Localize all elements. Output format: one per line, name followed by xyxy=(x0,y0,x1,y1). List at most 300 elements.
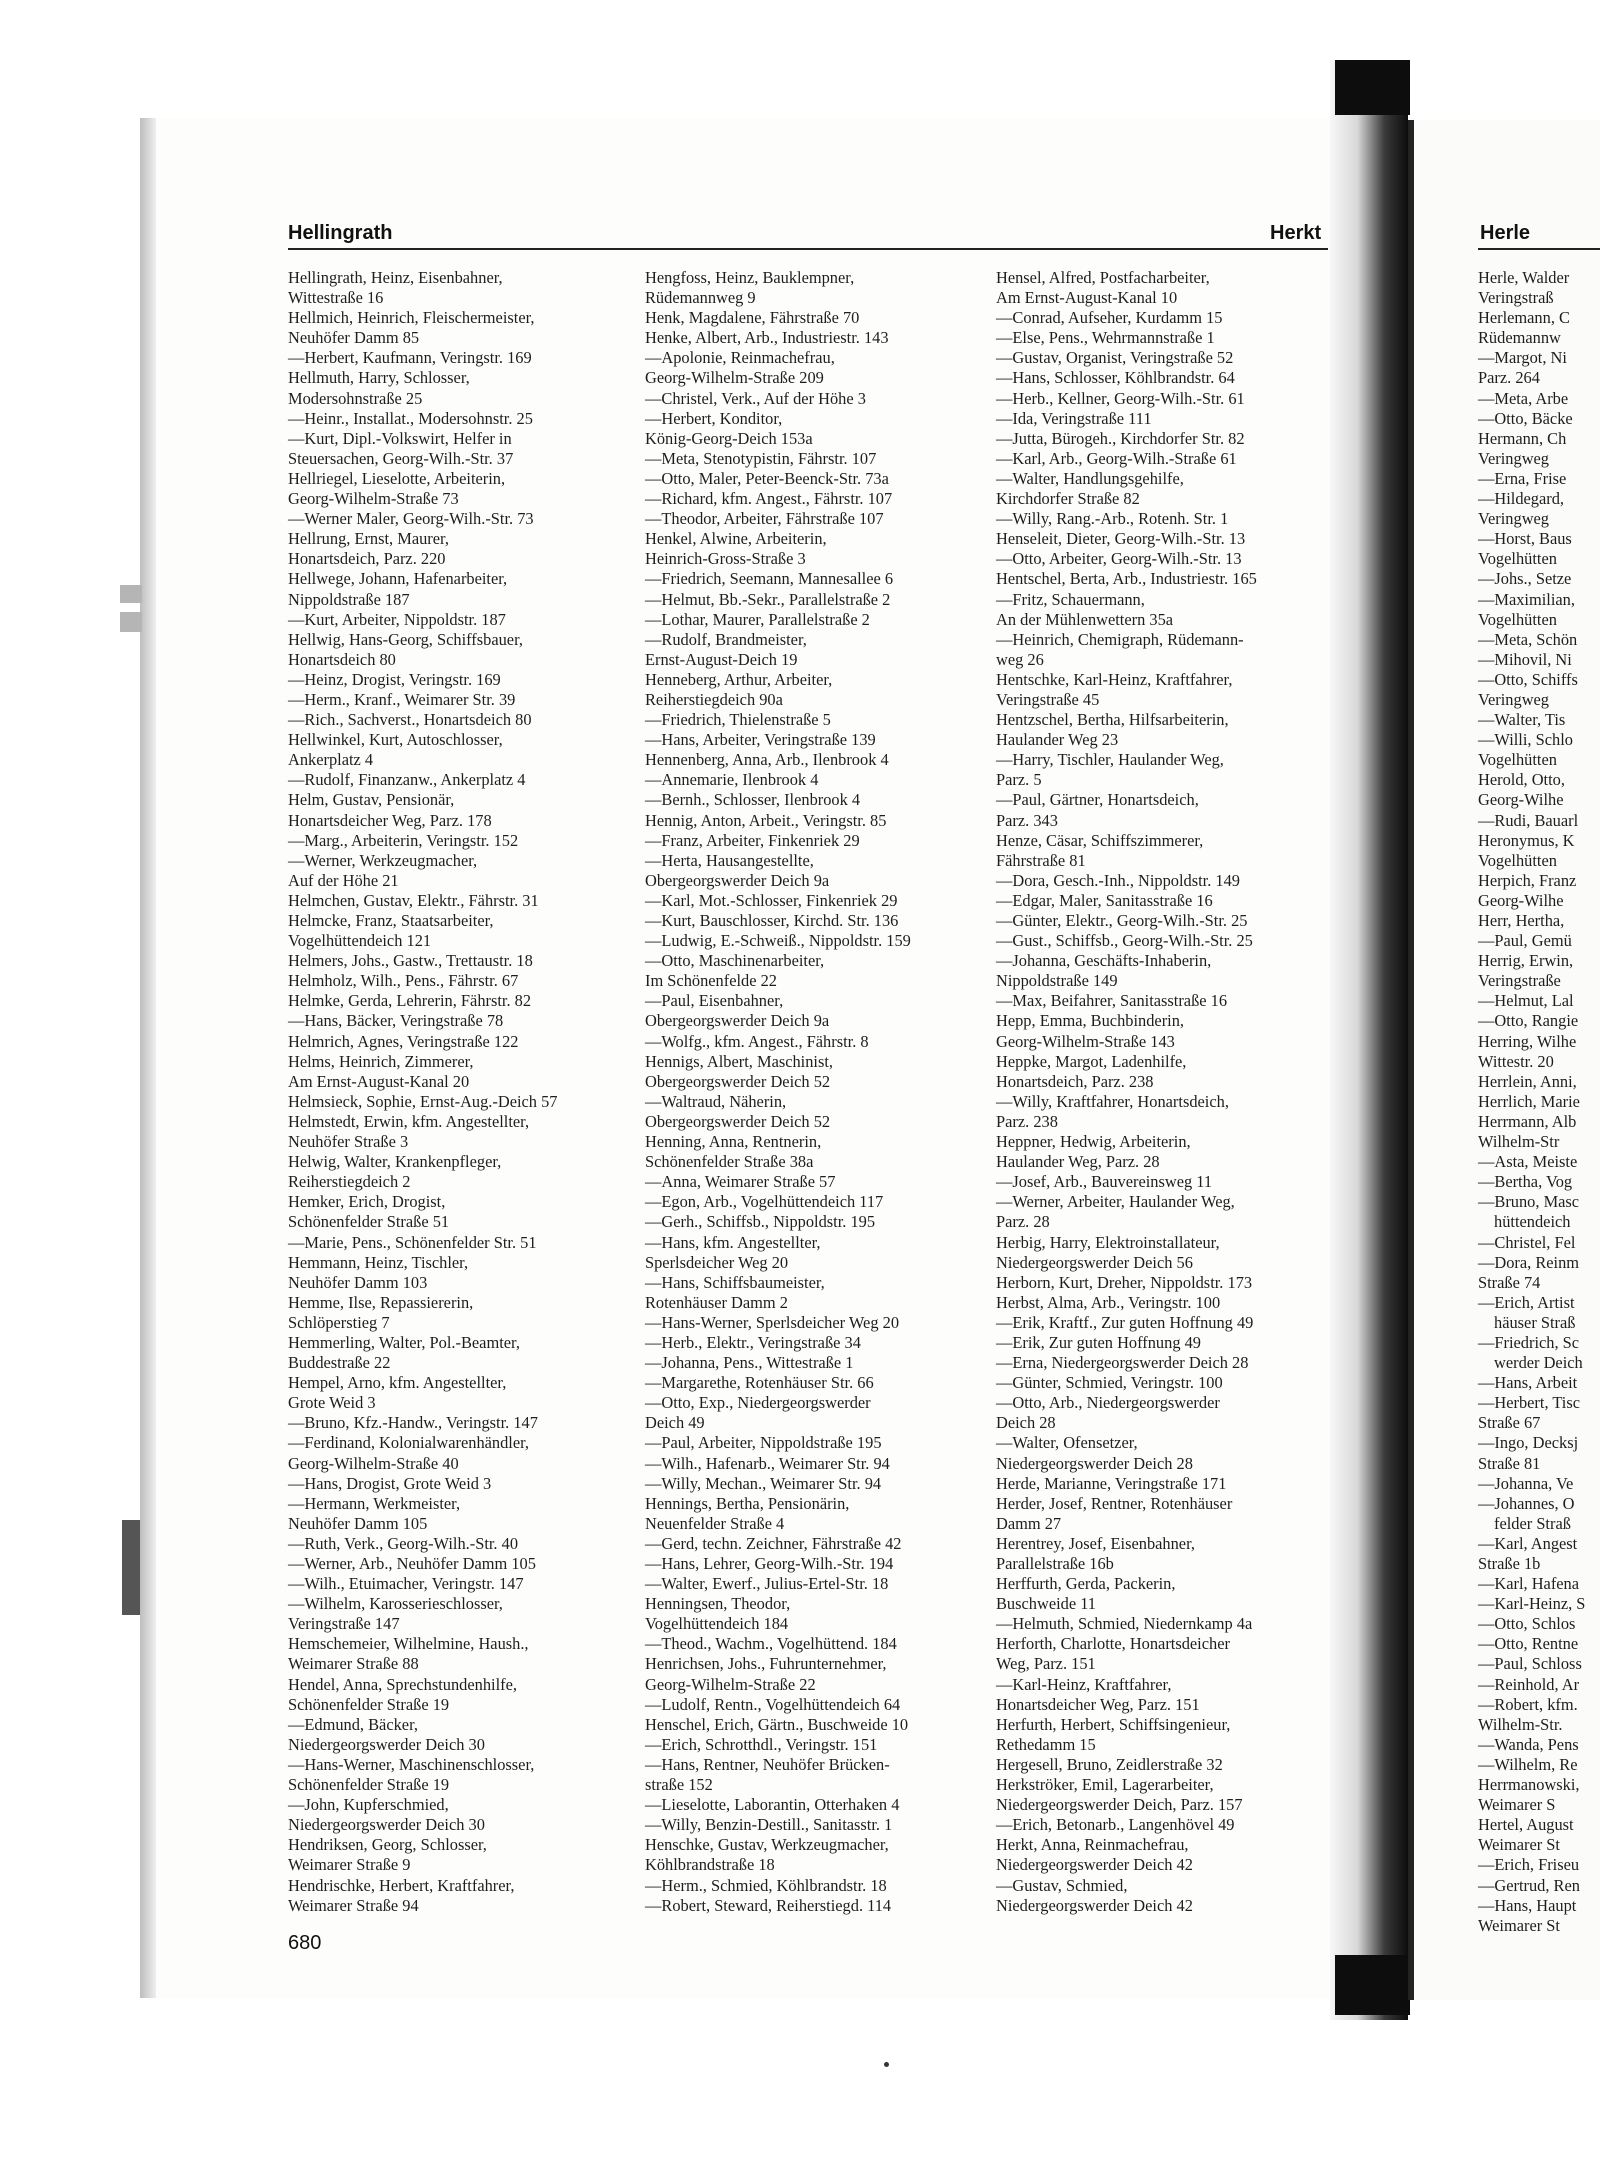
entry-line: Hellrung, Ernst, Maurer, xyxy=(288,529,449,549)
entry-line: —Willy, Rang.-Arb., Rotenh. Str. 1 xyxy=(996,509,1229,529)
directory-entry xyxy=(645,1876,975,1896)
directory-entry xyxy=(288,1011,618,1031)
entry-line: —Conrad, Aufseher, Kurdamm 15 xyxy=(996,308,1223,328)
fragment-line: —Wanda, Pens xyxy=(1478,1734,1579,1754)
directory-entry xyxy=(645,630,975,670)
fragment-line: —Hildegard, xyxy=(1478,489,1565,509)
entry-line: —Jutta, Bürogeh., Kirchdorfer Str. 82 xyxy=(996,428,1245,448)
directory-entry xyxy=(645,1574,975,1594)
entry-line: —Hans, Bäcker, Veringstraße 78 xyxy=(288,1011,504,1031)
fragment-line: —Otto, Schlos xyxy=(1478,1614,1576,1634)
entry-continuation: Rethedamm 15 xyxy=(996,1734,1096,1754)
entry-line: Henningsen, Theodor, xyxy=(645,1594,791,1614)
directory-entry xyxy=(996,1494,1331,1534)
entry-line: —Heinr., Installat., Modersohnstr. 25 xyxy=(288,408,533,428)
entry-line: —Werner Maler, Georg-Wilh.-Str. 73 xyxy=(288,509,534,529)
entry-line: —Herm., Kranf., Weimarer Str. 39 xyxy=(288,689,516,709)
entry-line: —Robert, Steward, Reiherstiegd. 114 xyxy=(645,1895,892,1915)
entry-continuation: König-Georg-Deich 153a xyxy=(645,428,813,448)
header-rule-next-page xyxy=(1478,248,1600,250)
entry-continuation: Kirchdorfer Straße 82 xyxy=(996,489,1140,509)
entry-line: —Wilh., Etuimacher, Veringstr. 147 xyxy=(288,1574,524,1594)
directory-entry xyxy=(645,529,975,569)
entry-continuation: Buschweide 11 xyxy=(996,1594,1096,1614)
directory-entry xyxy=(645,1494,975,1534)
entry-continuation: Am Ernst-August-Kanal 10 xyxy=(996,288,1178,308)
directory-entry xyxy=(996,1353,1331,1373)
entry-line: Helmcke, Franz, Staatsarbeiter, xyxy=(288,911,494,930)
entry-continuation: Köhlbrandstraße 18 xyxy=(645,1855,775,1875)
directory-entry xyxy=(996,670,1331,710)
fragment-line: —Christel, Fel xyxy=(1478,1232,1576,1252)
directory-entry xyxy=(645,1092,975,1132)
entry-line: —Gustav, Schmied, xyxy=(996,1875,1128,1895)
fragment-line: —Johs., Setze xyxy=(1478,569,1572,589)
fragment-line: —Meta, Arbe xyxy=(1478,388,1569,408)
directory-entry xyxy=(288,1474,618,1494)
directory-entry xyxy=(288,409,618,429)
fragment-line: Vogelhütten xyxy=(1478,609,1557,629)
entry-line: —Gustav, Organist, Veringstraße 52 xyxy=(996,348,1234,368)
fragment-line: —Horst, Baus xyxy=(1478,529,1572,549)
directory-entry xyxy=(996,1614,1331,1634)
entry-continuation: Georg-Wilhelm-Straße 143 xyxy=(996,1031,1175,1051)
entry-line: —Fritz, Schauermann, xyxy=(996,589,1145,609)
entry-line: —Otto, Arbeiter, Georg-Wilh.-Str. 13 xyxy=(996,549,1242,569)
entry-line: —Rudolf, Brandmeister, xyxy=(645,629,807,649)
entry-line: —Hans, Drogist, Grote Weid 3 xyxy=(288,1473,492,1493)
entry-line: Herborn, Kurt, Dreher, Nippoldstr. 173 xyxy=(996,1272,1253,1292)
entry-line: Hellmuth, Harry, Schlosser, xyxy=(288,368,470,388)
directory-entry xyxy=(645,1815,975,1835)
fragment-line: —Ingo, Decksj xyxy=(1478,1433,1579,1453)
entry-line: Herfurth, Herbert, Schiffsingenieur, xyxy=(996,1714,1231,1734)
entry-line: —Werner, Arbeiter, Haulander Weg, xyxy=(996,1192,1235,1212)
entry-line: Hemschemeier, Wilhelmine, Haush., xyxy=(288,1634,529,1654)
directory-entry xyxy=(288,1112,618,1152)
directory-entry xyxy=(996,590,1331,630)
directory-entry xyxy=(645,710,975,730)
directory-entry xyxy=(288,770,618,790)
directory-entry xyxy=(996,529,1331,549)
entry-line: —Kurt, Bauschlosser, Kirchd. Str. 136 xyxy=(645,911,899,930)
fragment-line: Rüdemannw xyxy=(1478,328,1561,348)
entry-line: —Margarethe, Rotenhäuser Str. 66 xyxy=(645,1373,874,1393)
directory-entry xyxy=(645,911,975,931)
entry-continuation: Honartsdeich, Parz. 238 xyxy=(996,1071,1154,1091)
directory-entry xyxy=(996,1574,1331,1614)
directory-entry xyxy=(645,1835,975,1875)
directory-entry xyxy=(288,1152,618,1192)
directory-entry xyxy=(996,1835,1331,1875)
directory-entry xyxy=(288,1835,618,1875)
entry-continuation: Georg-Wilhelm-Straße 73 xyxy=(288,489,459,509)
directory-entry xyxy=(288,348,618,368)
entry-line: Henneberg, Arthur, Arbeiter, xyxy=(645,669,833,689)
entry-continuation: Reiherstiegdeich 90a xyxy=(645,689,783,709)
entry-line: Hentschel, Berta, Arb., Industriestr. 165 xyxy=(996,569,1257,589)
entry-line: —Christel, Verk., Auf der Höhe 3 xyxy=(645,388,866,408)
directory-entry xyxy=(996,1132,1331,1172)
entry-continuation: Buddestraße 22 xyxy=(288,1353,391,1373)
entry-line: —Bruno, Kfz.-Handw., Veringstr. 147 xyxy=(288,1413,538,1433)
entry-line: Helmchen, Gustav, Elektr., Fährstr. 31 xyxy=(288,890,539,910)
entry-line: Herder, Josef, Rentner, Rotenhäuser xyxy=(996,1493,1233,1513)
directory-entry xyxy=(645,1433,975,1453)
fragment-line: Herrmann, Alb xyxy=(1478,1111,1577,1131)
entry-line: —Herta, Hausangestellte, xyxy=(645,850,814,870)
entry-continuation: Niedergeorgswerder Deich 42 xyxy=(996,1895,1193,1915)
entry-line: Helwig, Walter, Krankenpfleger, xyxy=(288,1152,502,1172)
entry-line: —Walter, Ofensetzer, xyxy=(996,1433,1138,1453)
directory-entry xyxy=(288,1675,618,1715)
directory-entry xyxy=(996,569,1331,589)
entry-line: —Lieselotte, Laborantin, Otterhaken 4 xyxy=(645,1795,900,1815)
entry-line: —Lothar, Maurer, Parallelstraße 2 xyxy=(645,609,870,629)
entry-line: —Friedrich, Thielenstraße 5 xyxy=(645,710,831,730)
directory-entry xyxy=(996,1433,1331,1473)
directory-entry xyxy=(645,590,975,610)
directory-entry xyxy=(996,1876,1331,1916)
entry-continuation: Niedergeorgswerder Deich 30 xyxy=(288,1734,485,1754)
entry-line: —Theod., Wachm., Vogelhüttend. 184 xyxy=(645,1634,897,1654)
directory-entry xyxy=(645,730,975,750)
fragment-line: Vogelhütten xyxy=(1478,750,1557,770)
entry-continuation: Honartsdeich 80 xyxy=(288,649,396,669)
fragment-line: —Robert, kfm. xyxy=(1478,1694,1578,1714)
fragment-line: —Erich, Friseu xyxy=(1478,1855,1580,1875)
directory-entry xyxy=(645,670,975,710)
directory-entry xyxy=(288,730,618,770)
entry-line: Hennigs, Albert, Maschinist, xyxy=(645,1051,834,1071)
fragment-line: —Gertrud, Ren xyxy=(1478,1875,1580,1895)
entry-line: —Werner, Arb., Neuhöfer Damm 105 xyxy=(288,1554,536,1573)
entry-line: Hellriegel, Lieselotte, Arbeiterin, xyxy=(288,468,506,488)
directory-entry xyxy=(288,891,618,911)
directory-entry xyxy=(645,1052,975,1092)
directory-entry xyxy=(996,1092,1331,1132)
fragment-line: —Karl-Heinz, S xyxy=(1478,1594,1586,1614)
directory-entry xyxy=(996,991,1331,1011)
entry-line: Hentschke, Karl-Heinz, Kraftfahrer, xyxy=(996,669,1233,689)
entry-continuation: Schönenfelder Straße 19 xyxy=(288,1775,450,1795)
entry-line: —Heinz, Drogist, Veringstr. 169 xyxy=(288,669,501,689)
directory-entry xyxy=(645,931,975,951)
fragment-line: Wittestr. 20 xyxy=(1478,1051,1554,1071)
directory-entry xyxy=(645,308,975,328)
entry-continuation: Nippoldstraße 149 xyxy=(996,971,1118,991)
entry-line: —Richard, kfm. Angest., Fährstr. 107 xyxy=(645,489,893,509)
entry-line: —Herbert, Kaufmann, Veringstr. 169 xyxy=(288,348,532,368)
entry-continuation: Parz. 238 xyxy=(996,1111,1058,1131)
fragment-line: Weimarer St xyxy=(1478,1915,1560,1935)
directory-entry xyxy=(288,1373,618,1413)
directory-entry xyxy=(996,1373,1331,1393)
directory-entry xyxy=(288,268,618,308)
entry-line: Heppke, Margot, Ladenhilfe, xyxy=(996,1051,1187,1071)
entry-continuation: Georg-Wilhelm-Straße 40 xyxy=(288,1453,459,1473)
fragment-line: —Paul, Gemü xyxy=(1478,931,1572,951)
entry-continuation: Weimarer Straße 9 xyxy=(288,1855,411,1875)
directory-entry xyxy=(996,469,1331,509)
entry-line: Hempel, Arno, kfm. Angestellter, xyxy=(288,1373,507,1393)
directory-entry xyxy=(996,549,1331,569)
entry-continuation: Rotenhäuser Damm 2 xyxy=(645,1292,788,1312)
directory-entry xyxy=(288,1594,618,1634)
binding-mark xyxy=(120,612,142,632)
directory-entry xyxy=(996,1333,1331,1353)
fragment-line: Vogelhütten xyxy=(1478,850,1557,870)
entry-line: —Hans, kfm. Angestellter, xyxy=(645,1232,821,1252)
entry-line: Helmholz, Wilh., Pens., Fährstr. 67 xyxy=(288,971,519,991)
fragment-line: —Otto, Rangie xyxy=(1478,1011,1579,1031)
fragment-line: —Otto, Bäcke xyxy=(1478,408,1573,428)
entry-continuation: Obergeorgswerder Deich 52 xyxy=(645,1111,831,1131)
entry-line: Helm, Gustav, Pensionär, xyxy=(288,790,455,810)
entry-continuation: Schönenfelder Straße 51 xyxy=(288,1212,450,1232)
entry-line: —Johanna, Pens., Wittestraße 1 xyxy=(645,1353,854,1373)
directory-entry xyxy=(645,1896,975,1916)
fragment-line: Wilhelm-Str. xyxy=(1478,1714,1563,1734)
entry-line: —Hans, Arbeiter, Veringstraße 139 xyxy=(645,730,876,750)
entry-line: Hellwinkel, Kurt, Autoschlosser, xyxy=(288,730,503,750)
fragment-line: —Johanna, Ve xyxy=(1478,1473,1574,1493)
entry-line: —Günter, Schmied, Veringstr. 100 xyxy=(996,1373,1223,1393)
directory-entry xyxy=(996,308,1331,328)
directory-entry xyxy=(645,409,975,449)
directory-entry xyxy=(996,710,1331,750)
entry-line: Hemker, Erich, Drogist, xyxy=(288,1192,446,1212)
entry-line: —Rich., Sachverst., Honartsdeich 80 xyxy=(288,710,532,730)
directory-entry xyxy=(996,750,1331,790)
directory-entry xyxy=(288,1413,618,1433)
entry-line: —Walter, Ewerf., Julius-Ertel-Str. 18 xyxy=(645,1574,889,1594)
fragment-line: Veringstraß xyxy=(1478,288,1554,308)
entry-line: Henrichsen, Johs., Fuhrunternehmer, xyxy=(645,1654,887,1674)
directory-entry xyxy=(996,1474,1331,1494)
entry-continuation: Neuhöfer Damm 85 xyxy=(288,328,420,348)
entry-line: Hendriksen, Georg, Schlosser, xyxy=(288,1835,487,1855)
entry-line: Helmsieck, Sophie, Ernst-Aug.-Deich 57 xyxy=(288,1091,558,1111)
directory-entry xyxy=(645,1594,975,1634)
directory-entry xyxy=(288,610,618,630)
directory-entry xyxy=(645,1534,975,1554)
directory-entry xyxy=(645,328,975,348)
fragment-line: Straße 67 xyxy=(1478,1413,1541,1433)
entry-line: Hendrischke, Herbert, Kraftfahrer, xyxy=(288,1875,515,1895)
entry-continuation: Steuersachen, Georg-Wilh.-Str. 37 xyxy=(288,448,514,468)
directory-entry xyxy=(288,1755,618,1795)
directory-entry xyxy=(288,509,618,529)
directory-entry xyxy=(996,389,1331,409)
directory-entry xyxy=(996,1273,1331,1293)
entry-continuation: Weimarer Straße 88 xyxy=(288,1654,419,1674)
entry-line: —Erik, Kraftf., Zur guten Hoffnung 49 xyxy=(996,1312,1254,1332)
directory-entry xyxy=(645,1755,975,1795)
directory-entry xyxy=(288,1052,618,1092)
fragment-line: hüttendeich xyxy=(1494,1212,1571,1232)
fragment-line: Herr, Hertha, xyxy=(1478,911,1565,930)
directory-entry xyxy=(645,1735,975,1755)
directory-entry xyxy=(645,449,975,469)
entry-line: —Paul, Arbeiter, Nippoldstraße 195 xyxy=(645,1433,882,1453)
running-head-next-page: Herle xyxy=(1480,222,1531,244)
directory-entry xyxy=(996,368,1331,388)
fragment-line: Veringstraße xyxy=(1478,971,1561,991)
fragment-line: —Hans, Haupt xyxy=(1478,1895,1577,1915)
entry-line: —Heinrich, Chemigraph, Rüdemann- xyxy=(996,629,1244,649)
entry-line: —Ludolf, Rentn., Vogelhüttendeich 64 xyxy=(645,1694,901,1714)
entry-line: Hepp, Emma, Buchbinderin, xyxy=(996,1011,1184,1031)
entry-continuation: Reiherstiegdeich 2 xyxy=(288,1172,411,1192)
entry-continuation: Damm 27 xyxy=(996,1513,1062,1533)
directory-entry xyxy=(288,1634,618,1674)
fragment-line: —Bruno, Masc xyxy=(1478,1192,1580,1212)
entry-line: —Anna, Weimarer Straße 57 xyxy=(645,1172,836,1192)
entry-line: Herforth, Charlotte, Honartsdeicher xyxy=(996,1634,1230,1654)
directory-entry xyxy=(996,1172,1331,1192)
entry-line: —Waltraud, Näherin, xyxy=(645,1091,787,1111)
fragment-line: Vogelhütten xyxy=(1478,549,1557,569)
entry-line: —Hermann, Werkmeister, xyxy=(288,1493,461,1513)
directory-entry xyxy=(645,1132,975,1172)
directory-entry xyxy=(996,931,1331,951)
entry-continuation: Grote Weid 3 xyxy=(288,1393,376,1413)
entry-line: —Josef, Arb., Bauvereinsweg 11 xyxy=(996,1172,1213,1192)
directory-entry xyxy=(645,610,975,630)
entry-line: Hellwege, Johann, Hafenarbeiter, xyxy=(288,569,508,589)
directory-entry xyxy=(996,1775,1331,1815)
directory-entry xyxy=(996,630,1331,670)
entry-continuation: Parz. 28 xyxy=(996,1212,1050,1232)
fragment-line: —Reinhold, Ar xyxy=(1478,1674,1580,1694)
entry-continuation: Georg-Wilhelm-Straße 22 xyxy=(645,1674,816,1694)
entry-continuation: Obergeorgswerder Deich 9a xyxy=(645,870,830,890)
fragment-line: —Herbert, Tisc xyxy=(1478,1393,1580,1413)
entry-continuation: Am Ernst-August-Kanal 20 xyxy=(288,1071,470,1091)
directory-entry xyxy=(288,1534,618,1554)
directory-entry xyxy=(645,750,975,770)
entry-line: —Otto, Arb., Niedergeorgswerder xyxy=(996,1393,1220,1413)
directory-entry xyxy=(288,308,618,348)
entry-continuation: Niedergeorgswerder Deich 28 xyxy=(996,1453,1193,1473)
entry-line: —Apolonie, Reinmachefrau, xyxy=(645,348,835,368)
entry-line: —Meta, Stenotypistin, Fährstr. 107 xyxy=(645,448,877,468)
directory-entry xyxy=(645,268,975,308)
fragment-line: Veringweg xyxy=(1478,509,1550,529)
entry-continuation: Niedergeorgswerder Deich 56 xyxy=(996,1252,1193,1272)
entry-line: Helmke, Gerda, Lehrerin, Fährstr. 82 xyxy=(288,991,532,1011)
entry-continuation: Parallelstraße 16b xyxy=(996,1554,1114,1573)
entry-line: Hemme, Ilse, Repassiererin, xyxy=(288,1292,474,1312)
directory-entry xyxy=(288,1032,618,1052)
fragment-line: —Willi, Schlo xyxy=(1478,730,1573,750)
entry-line: —Willy, Benzin-Destill., Sanitasstr. 1 xyxy=(645,1815,893,1835)
entry-line: Hendel, Anna, Sprechstundenhilfe, xyxy=(288,1674,517,1694)
fragment-line: —Walter, Tis xyxy=(1478,710,1566,730)
directory-entry xyxy=(645,811,975,831)
entry-line: —Herb., Elektr., Veringstraße 34 xyxy=(645,1332,861,1352)
directory-entry xyxy=(288,911,618,951)
fragment-line: —Margot, Ni xyxy=(1478,348,1567,368)
fragment-line: Veringweg xyxy=(1478,689,1550,709)
entry-continuation: Honartsdeicher Weg, Parz. 178 xyxy=(288,810,492,830)
fragment-line: Georg-Wilhe xyxy=(1478,790,1564,810)
fragment-line: —Helmut, Lal xyxy=(1478,991,1574,1011)
entry-continuation: Vogelhüttendeich 121 xyxy=(288,931,432,951)
entry-line: —Paul, Eisenbahner, xyxy=(645,991,784,1011)
entry-continuation: Veringstraße 45 xyxy=(996,689,1100,709)
entry-line: —Erich, Betonarb., Langenhövel 49 xyxy=(996,1815,1235,1835)
header-rule xyxy=(288,248,1328,250)
entry-continuation: Heinrich-Gross-Straße 3 xyxy=(645,549,806,569)
entry-continuation: Veringstraße 147 xyxy=(288,1614,400,1634)
fragment-line: Straße 81 xyxy=(1478,1453,1541,1473)
running-head-left: Hellingrath xyxy=(288,222,393,244)
entry-line: —Herm., Schmied, Köhlbrandstr. 18 xyxy=(645,1875,887,1895)
entry-line: Helmstedt, Erwin, kfm. Angestellter, xyxy=(288,1111,530,1131)
entry-continuation: Niedergeorgswerder Deich 42 xyxy=(996,1855,1193,1875)
entry-line: —John, Kupferschmied, xyxy=(288,1795,449,1815)
directory-entry xyxy=(288,1253,618,1293)
directory-entry xyxy=(996,1011,1331,1051)
entry-line: —Franz, Arbeiter, Finkenriek 29 xyxy=(645,830,860,850)
directory-entry xyxy=(996,268,1331,308)
entry-continuation: Niedergeorgswerder Deich, Parz. 157 xyxy=(996,1795,1243,1815)
directory-entry xyxy=(288,1494,618,1534)
gutter-shadow-top xyxy=(1335,60,1410,115)
entry-line: —Edmund, Bäcker, xyxy=(288,1714,418,1734)
fragment-line: —Johannes, O xyxy=(1478,1493,1575,1513)
entry-line: Herffurth, Gerda, Packerin, xyxy=(996,1574,1176,1594)
directory-entry xyxy=(288,1795,618,1835)
directory-entry xyxy=(288,1554,618,1574)
entry-line: Hergesell, Bruno, Zeidlerstraße 32 xyxy=(996,1754,1223,1774)
directory-entry xyxy=(645,951,975,991)
directory-entry xyxy=(645,831,975,851)
fragment-line: —Erna, Frise xyxy=(1478,468,1567,488)
directory-entry xyxy=(288,1092,618,1112)
directory-entry xyxy=(996,1052,1331,1092)
entry-line: Hellwig, Hans-Georg, Schiffsbauer, xyxy=(288,629,523,649)
entry-line: Herbst, Alma, Arb., Veringstr. 100 xyxy=(996,1292,1221,1312)
binding-mark xyxy=(122,1520,140,1615)
entry-continuation: Parz. 343 xyxy=(996,810,1058,830)
directory-entry xyxy=(645,1373,975,1393)
entry-line: —Marie, Pens., Schönenfelder Str. 51 xyxy=(288,1232,537,1252)
entry-line: —Willy, Mechan., Weimarer Str. 94 xyxy=(645,1473,882,1493)
entry-line: Hemmann, Heinz, Tischler, xyxy=(288,1252,469,1272)
directory-entry xyxy=(996,1393,1331,1433)
fragment-line: werder Deich xyxy=(1494,1353,1583,1373)
entry-line: Henning, Anna, Rentnerin, xyxy=(645,1132,822,1152)
entry-line: —Ida, Veringstraße 111 xyxy=(996,408,1152,428)
directory-entry xyxy=(645,1333,975,1353)
page-edge-shadow xyxy=(140,118,156,1998)
directory-entry xyxy=(996,911,1331,931)
fragment-line: felder Straß xyxy=(1494,1513,1571,1533)
fragment-line: Straße 74 xyxy=(1478,1272,1541,1292)
directory-entry xyxy=(645,348,975,388)
directory-entry xyxy=(996,1755,1331,1775)
directory-entry xyxy=(996,449,1331,469)
fragment-line: Herrmanowski, xyxy=(1478,1775,1580,1795)
directory-entry xyxy=(996,1715,1331,1755)
entry-line: —Ruth, Verk., Georg-Wilh.-Str. 40 xyxy=(288,1533,519,1553)
fragment-line: Veringweg xyxy=(1478,448,1550,468)
entry-line: —Gerd, techn. Zeichner, Fährstraße 42 xyxy=(645,1533,902,1553)
entry-line: —Hans, Schlosser, Köhlbrandstr. 64 xyxy=(996,368,1235,388)
